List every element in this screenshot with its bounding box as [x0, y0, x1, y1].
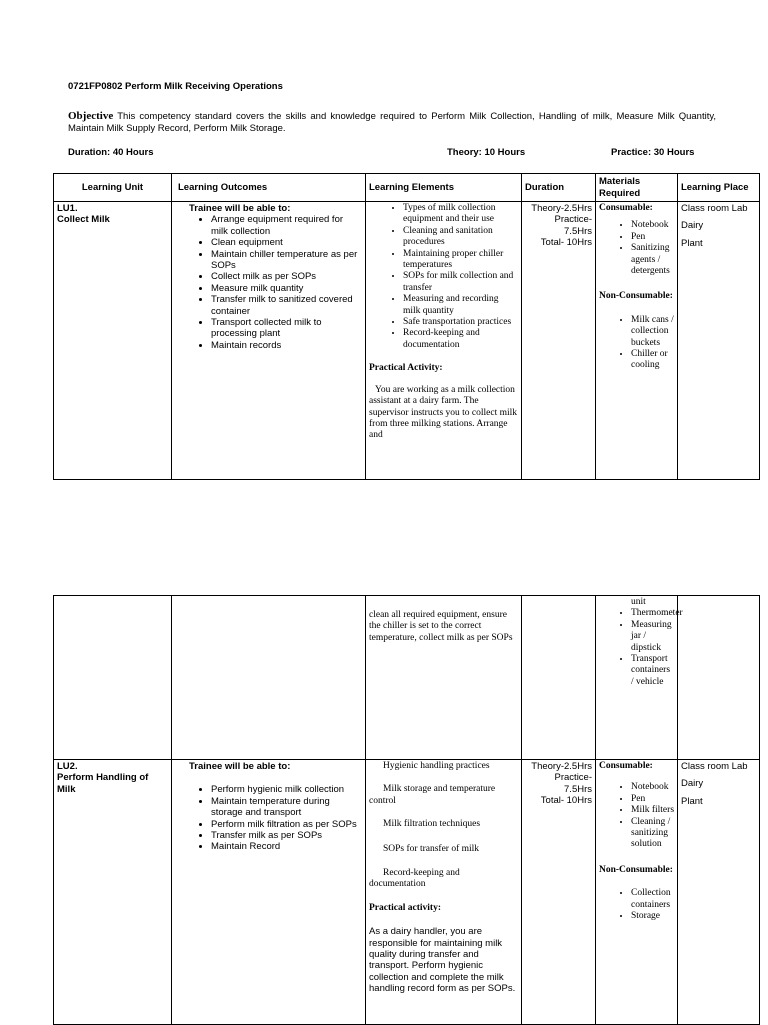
- list-item: • Safe transportation practices: [403, 317, 518, 328]
- lu1-consumable-label: Consumable:: [599, 203, 653, 213]
- list-item: • Chiller or cooling: [631, 349, 674, 372]
- lu1-cont-elements-cell: [366, 596, 522, 760]
- header-learning-place: Learning Place: [678, 174, 760, 202]
- list-item: • Transfer milk to sanitized covered container: [211, 294, 362, 317]
- lu2-place-plant: Plant: [681, 795, 703, 807]
- duration-theory: Theory: 10 Hours: [447, 147, 526, 158]
- lu1-activity-text-continued: clean all required equipment, ensure the chiller is set to the correct temperature, collect milk as per SOPs: [369, 610, 513, 643]
- lu2-duration-practice-hours: 7.5Hrs: [564, 783, 592, 795]
- lu1-elements-cell: [366, 202, 522, 480]
- objective-paragraph: [68, 110, 716, 135]
- header-duration: Duration: [522, 174, 596, 202]
- lu2-consumable-label: Consumable:: [599, 761, 653, 771]
- lu2-duration-theory: Theory-2.5Hrs: [531, 761, 592, 772]
- list-item: • SOPs for milk collection and transfer: [403, 271, 518, 294]
- lu2-code: LU2.: [57, 761, 78, 772]
- lu2-outcomes-intro: Trainee will be able to:: [189, 761, 291, 772]
- lu1-place-dairy: Dairy: [681, 220, 704, 232]
- list-item: Hygienic handling practices: [383, 761, 490, 771]
- list-item: • Maintaining proper chiller temperatures: [403, 249, 518, 272]
- lu1-place-cell: [678, 202, 760, 480]
- lu2-row: [54, 760, 760, 1025]
- list-item: • Types of milk collection equipment and their use: [403, 203, 518, 226]
- lu2-materials-cell: [596, 760, 678, 1025]
- lu1-place-classroom: Class room Lab: [681, 203, 748, 214]
- list-item: • Measure milk quantity: [211, 283, 362, 294]
- list-item: • Milk filters: [631, 805, 674, 816]
- list-item: • Milk cans / collection buckets: [631, 315, 674, 349]
- list-item: • Notebook: [631, 782, 674, 793]
- lu2-duration-cell: [522, 760, 596, 1025]
- lu2-duration-total: Total- 10Hrs: [540, 795, 592, 807]
- table-header-row: [54, 174, 760, 202]
- lu2-name: Perform Handling of Milk: [57, 772, 149, 795]
- objective-label: Objective: [68, 110, 114, 122]
- lu1-cont-duration-cell: [522, 596, 596, 760]
- list-item: • Maintain Record: [211, 841, 362, 852]
- list-item: Record-keeping and documentation: [369, 868, 460, 890]
- duration-practice: Practice: 30 Hours: [611, 147, 695, 158]
- list-item: • Cleaning / sanitizing solution: [631, 817, 674, 851]
- lu1-duration-cell: [522, 202, 596, 480]
- lu2-place-cell: [678, 760, 760, 1025]
- list-item: SOPs for transfer of milk: [383, 843, 480, 854]
- lu1-cont-place-cell: [678, 596, 760, 760]
- list-item: • Collection containers: [631, 888, 674, 911]
- lu1-duration-total: Total- 10Hrs: [540, 237, 592, 249]
- lu1-cont-materials-cell: [596, 596, 683, 760]
- list-item: • Storage: [631, 911, 674, 922]
- header-learning-outcomes: Learning Outcomes: [172, 174, 366, 202]
- list-item: • Perform hygienic milk collection: [211, 784, 362, 795]
- list-item: • Clean equipment: [211, 237, 362, 248]
- curriculum-table-part2: [53, 595, 760, 1025]
- list-item: • Transport containers / vehicle: [631, 654, 674, 688]
- lu2-place-classroom: Class room Lab: [681, 761, 748, 772]
- list-item: • Cleaning and sanitation procedures: [403, 226, 518, 249]
- list-item: • Record-keeping and documentation: [403, 328, 518, 351]
- header-materials: Materials Required: [596, 174, 678, 202]
- lu1-code: LU1.: [57, 203, 78, 214]
- list-item: • Collect milk as per SOPs: [211, 271, 362, 282]
- lu1-unit-cell: [54, 202, 172, 480]
- lu1-continued-row: [54, 596, 760, 760]
- lu1-nonconsumable-continued: unit: [631, 597, 646, 607]
- lu2-elements-cell: [366, 760, 522, 1025]
- objective-text: This competency standard covers the skills and knowledge required to Perform Milk Collection, Handling of milk, Measure Milk Quantity, Maintain Milk Supply Record, Perform Milk Storage.: [68, 111, 717, 134]
- lu2-outcomes-cell: [172, 760, 366, 1025]
- list-item: • Transfer milk as per SOPs: [211, 830, 362, 841]
- list-item: • Transport collected milk to processing plant: [211, 317, 362, 340]
- lu2-activity-text: As a dairy handler, you are responsible for maintaining milk quality during transfer and transport. Perform hygienic collection and complete the milk handling record form as per SOPs.: [369, 926, 516, 995]
- lu1-activity-label: Practical Activity:: [369, 363, 443, 374]
- lu1-outcomes-intro: Trainee will be able to:: [189, 203, 291, 214]
- list-item: • Notebook: [631, 220, 674, 231]
- lu2-activity-label: Practical activity:: [369, 902, 442, 913]
- list-item: • Pen: [631, 794, 674, 805]
- list-item: • Arrange equipment required for milk collection: [211, 214, 362, 237]
- lu1-activity-text: You are working as a milk collection assistant at a dairy farm. The supervisor instructs you to collect milk from three milking stations. Arrange and: [369, 384, 518, 441]
- lu1-row: [54, 202, 760, 480]
- lu1-cont-outcomes-cell: [172, 596, 366, 760]
- lu1-materials-cell: [596, 202, 678, 480]
- list-item: • Measuring and recording milk quantity: [403, 294, 518, 317]
- list-item: • Perform milk filtration as per SOPs: [211, 819, 362, 830]
- header-learning-unit: Learning Unit: [54, 174, 172, 202]
- list-item: • Sanitizing agents / detergents: [631, 243, 674, 277]
- lu2-unit-cell: [54, 760, 172, 1025]
- duration-total: Duration: 40 Hours: [68, 147, 154, 158]
- list-item: • Maintain chiller temperature as per SOPs: [211, 249, 362, 272]
- lu1-duration-theory: Theory-2.5Hrs: [531, 203, 592, 214]
- lu1-name: Collect Milk: [57, 214, 110, 226]
- lu1-duration-practice-hours: 7.5Hrs: [564, 225, 592, 237]
- lu1-duration-practice: Practice-: [554, 214, 592, 226]
- document-title: 0721FP0802 Perform Milk Receiving Operations: [68, 81, 283, 92]
- lu2-duration-practice: Practice-: [554, 772, 592, 784]
- list-item: • Maintain records: [211, 340, 362, 351]
- list-item: • Pen: [631, 232, 674, 243]
- lu1-outcomes-cell: [172, 202, 366, 480]
- list-item: Milk filtration techniques: [383, 819, 481, 830]
- lu1-cont-unit-cell: [54, 596, 172, 760]
- curriculum-table-part1: [53, 173, 760, 480]
- header-learning-elements: Learning Elements: [366, 174, 522, 202]
- lu2-nonconsumable-label: Non-Consumable:: [599, 864, 673, 875]
- list-item: • Thermometer: [631, 608, 674, 619]
- list-item: Milk storage and temperature control: [369, 784, 496, 806]
- list-item: • Maintain temperature during storage and transport: [211, 796, 362, 819]
- lu1-place-plant: Plant: [681, 237, 703, 249]
- list-item: • Measuring jar / dipstick: [631, 620, 674, 654]
- lu2-place-dairy: Dairy: [681, 778, 704, 790]
- lu1-nonconsumable-label: Non-Consumable:: [599, 291, 673, 302]
